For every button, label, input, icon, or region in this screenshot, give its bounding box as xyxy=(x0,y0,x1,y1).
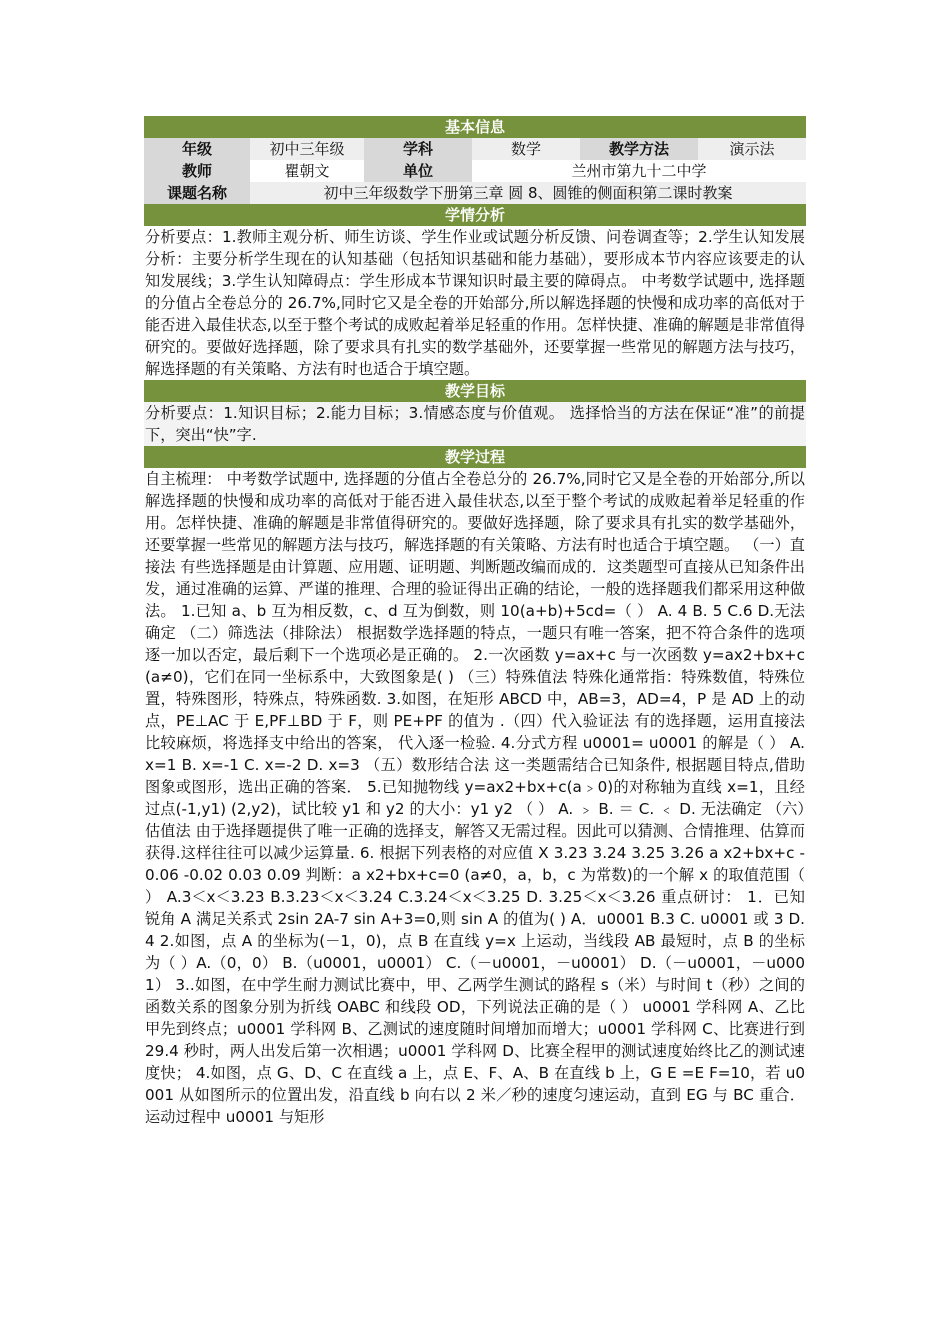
analysis-text: 分析要点：1.教师主观分析、师生访谈、学生作业或试题分析反馈、问卷调查等；2.学生认知发展分析：主要分析学生现在的认知基础（包括知识基础和能力基础），要形成本节内容应该要走的认知发展线；3.学生认知障碍点：学生形成本节课知识时最主要的障碍点。 中考数学试题中, 选择题的分值占全卷总分的 26.7%,同时它又是全卷的开始部分,所以解选择题的快慢和成功率的高低对于能否进入最佳状态,以至于整个考试的成败起着举足轻重的作用。怎样快捷、准确的解题是非常值得研究的。要做好选择题，除了要求具有扎实的数学基础外，还要掌握一些常见的解题方法与技巧，解选择题的有关策略、方法有时也适合于填空题。 xyxy=(145,228,805,378)
process-text: 自主梳理： 中考数学试题中, 选择题的分值占全卷总分的 26.7%,同时它又是全卷的开始部分,所以解选择题的快慢和成功率的高低对于能否进入最佳状态,以至于整个考试的成败起着举足轻重的作用。怎样快捷、准确的解题是非常值得研究的。要做好选择题，除了要求具有扎实的数学基础外，还要掌握一些常见的解题方法与技巧，解选择题的有关策略、方法有时也适合于填空题。 （一）直接法 有些选择题是由计算题、应用题、证明题、判断题改编而成的．这类题型可直接从已知条件出发，通过准确的运算、严谨的推理、合理的验证得出正确的结论，一般的选择题我们都采用这种做法。 1.已知 a、b 互为相反数，c、d 互为倒数，则 10(a+b)+5cd=（ ） A. 4 B. 5 C.6 D.无法确定 （二）筛选法（排除法） 根据数学选择题的特点，一题只有唯一答案，把不符合条件的选项逐一加以否定，最后剩下一个选项必是正确的。 2.一次函数 y=ax+c 与一次函数 y=ax2+bx+c(a≠0)，它们在同一坐标系中，大致图象是( ) （三）特殊值法 特殊化通常指：特殊数值，特殊位置，特殊图形，特殊点，特殊函数. 3.如图，在矩形 ABCD 中，AB=3，AD=4，P 是 AD 上的动点，PE⊥AC 于 E,PF⊥BD 于 F，则 PE+PF 的值为 .（四）代入验证法 有的选择题，运用直接法比较麻烦，将选择支中给出的答案， 代入逐一检验. 4.分式方程 u0001= u0001 的解是（ ） A. x=1 B. x=-1 C. x=-2 D. x=3 （五）数形结合法 这一类题需结合已知条件, 根据题目特点,借助图象或图形，选出正确的答案． 5.已知抛物线 y=ax2+bx+c(a﹥0)的对称轴为直线 x=1，且经过点(-1,y1) (2,y2)，试比较 y1 和 y2 的大小：y1 y2 （ ） A. ﹥ B. ＝ C. ﹤ D. 无法确定 （六）估值法 由于选择题提供了唯一正确的选择支，解答又无需过程。因此可以猜测、合情推理、估算而获得.这样往往可以减少运算量. 6. 根据下列表格的对应值 X 3.23 3.24 3.25 3.26 a x2+bx+c -0.06 -0.02 0.03 0.09 判断：a x2+bx+c=0 (a≠0，a，b，c 为常数)的一个解 x 的取值范围（ ） A.3＜x＜3.23 B.3.23＜x＜3.24 C.3.24＜x＜3.25 D. 3.25＜x＜3.26 重点研讨： 1．已知锐角 A 满足关系式 2sin 2A-7 sin A+3=0,则 sin A 的值为( ) A．u0001 B.3 C. u0001 或 3 D.4 2.如图，点 A 的坐标为(－1，0)，点 B 在直线 y=x 上运动，当线段 AB 最短时，点 B 的坐标为（ ）A.（0，0） B.（u0001，u0001） C.（－u0001，－u0001） D.（－u0001，－u0001） 3..如图，在中学生耐力测试比赛中，甲、乙两学生测试的路程 s（米）与时间 t（秒）之间的函数关系的图象分别为折线 OABC 和线段 OD，下列说法正确的是（ ） u0001 学科网 A、乙比甲先到终点；u0001 学科网 B、乙测试的速度随时间增加而增大；u0001 学科网 C、比赛进行到 29.4 秒时，两人出发后第一次相遇；u0001 学科网 D、比赛全程甲的测试速度始终比乙的测试速度快； 4.如图，点 G、D、C 在直线 a 上，点 E、F、A、B 在直线 b 上，G E =E F=10，若 u0001 从如图所示的位置出发，沿直线 b 向右以 2 米／秒的速度匀速运动，直到 EG 与 BC 重合．运动过程中 u0001 与矩形 xyxy=(145,470,805,1126)
subject-value: 数学 xyxy=(472,138,580,160)
section-header-basic-info: 基本信息 xyxy=(144,116,806,138)
goals-text: 分析要点：1.知识目标；2.能力目标；3.情感态度与价值观。 选择恰当的方法在保证“准”的前提下，突出“快”字. xyxy=(145,404,805,444)
grade-label: 年级 xyxy=(144,138,250,160)
grade-value: 初中三年级 xyxy=(250,138,364,160)
basic-info-table xyxy=(144,138,806,204)
subject-label: 学科 xyxy=(364,138,472,160)
lesson-plan-sheet xyxy=(144,116,806,1128)
section-header-goals: 教学目标 xyxy=(144,380,806,402)
section-header-process: 教学过程 xyxy=(144,446,806,468)
lesson-title-value: 初中三年级数学下册第三章 圆 8、圆锥的侧面积第二课时教案 xyxy=(250,182,806,204)
unit-label: 单位 xyxy=(364,160,472,182)
lesson-title-label: 课题名称 xyxy=(144,182,250,204)
section-header-analysis: 学情分析 xyxy=(144,204,806,226)
unit-value: 兰州市第九十二中学 xyxy=(472,160,806,182)
info-row-teacher xyxy=(144,160,806,182)
info-row-title xyxy=(144,182,806,204)
info-row-grade xyxy=(144,138,806,160)
teacher-value: 瞿朝文 xyxy=(250,160,364,182)
teacher-label: 教师 xyxy=(144,160,250,182)
method-label: 教学方法 xyxy=(580,138,698,160)
method-value: 演示法 xyxy=(698,138,806,160)
